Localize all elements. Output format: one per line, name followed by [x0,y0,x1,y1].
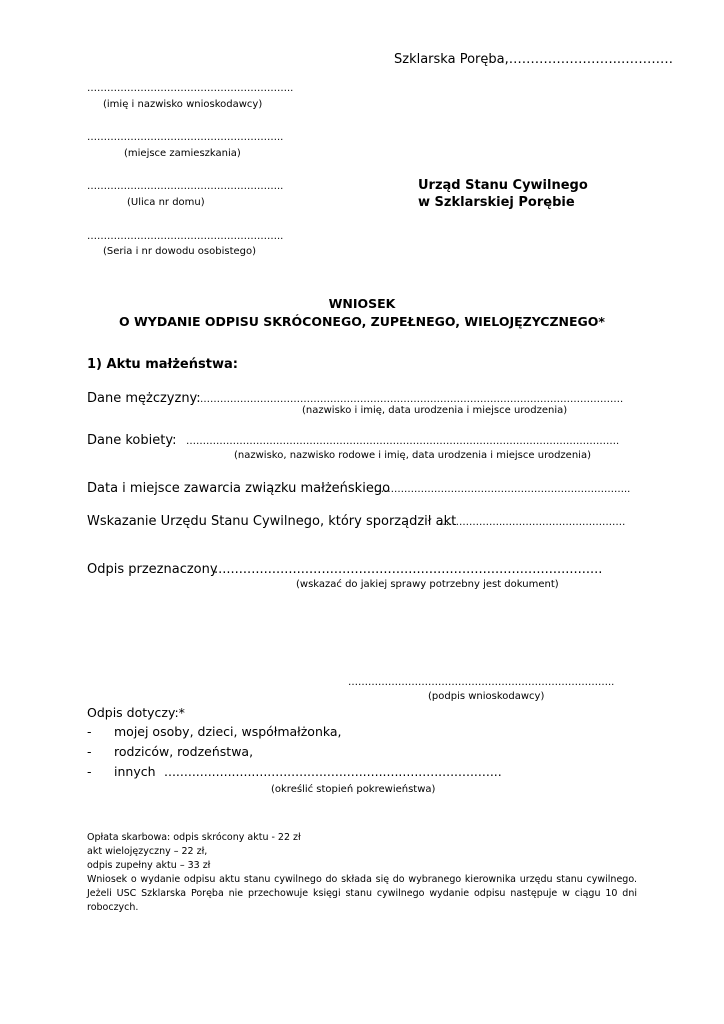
concerns-heading: Odpis dotyczy:* [87,705,185,720]
wife-hint: (nazwisko, nazwisko rodowe i imię, data urodzenia i miejsce urodzenia) [234,450,591,461]
concern-bullet: - [87,744,92,759]
wife-label: Dane kobiety: [87,433,177,448]
marriage-label: Data i miejsce zawarcia związku małżeńskiego [87,481,391,496]
concern-other-hint: (określić stopień pokrewieństwa) [271,784,436,795]
husband-dots: ………………………………………………………………………………………………………………. [200,394,624,405]
street-line: ………………………………………………….. [87,181,284,192]
purpose-label: Odpis przeznaczony [87,562,218,577]
title-line1: WNIOSEK [328,296,396,311]
purpose-hint: (wskazać do jakiej sprawy potrzebny jest dokument) [296,579,559,590]
marriage-dots: ………………………………………………………………….. [374,484,631,495]
fee-line3: odpis zupełny aktu – 33 zł [87,860,211,871]
husband-hint: (nazwisko i imię, data urodzenia i miejsce urodzenia) [302,405,568,416]
office-dots: ………………..……………………………… [439,517,626,528]
concern-bullet: - [87,724,92,739]
fee-line1: Opłata skarbowa: odpis skrócony aktu - 22 zł [87,832,301,843]
applicant-name-line: …………………………………………………….. [87,83,294,94]
title-line2: O WYDANIE ODPISU SKRÓCONEGO, ZUPEŁNEGO, WIELOJĘZYCZNEGO* [119,314,605,329]
footer-note: Wniosek o wydanie odpisu aktu stanu cywilnego do składa się do wybranego kierownika urzędu stanu cywilnego. Jeżeli USC Szklarska Poręba nie przechowuje księgi stanu cywilnego wydanie odpisu następuje w ciągu 10 dni roboczych. [87,874,637,913]
signature-dots: …………………………………………………………………….. [348,677,615,688]
husband-label: Dane mężczyzny: [87,391,201,406]
concern-bullet: - [87,764,92,779]
purpose-dots: .............................................................................................. [214,562,603,577]
recipient-line2: w Szklarskiej Porębie [418,195,575,210]
signature-label: (podpis wnioskodawcy) [428,691,545,702]
residence-line: ………………………………………………….. [87,132,284,143]
concern-item-other: innych [114,764,156,779]
id-label: (Seria i nr dowodu osobistego) [103,246,257,257]
residence-label: (miejsce zamieszkania) [124,148,241,159]
concern-item-parents: rodziców, rodzeństwa, [114,744,254,759]
place-date: Szklarska Poręba,……………………..………… [394,52,673,67]
office-label: Wskazanie Urzędu Stanu Cywilnego, który sporządził akt [87,514,457,529]
concern-item-self: mojej osoby, dzieci, współmałżonka, [114,724,342,739]
street-label: (Ulica nr domu) [127,197,205,208]
applicant-name-label: (imię i nazwisko wnioskodawcy) [103,99,263,110]
fee-line2: akt wielojęzyczny – 22 zł, [87,846,208,857]
concern-other-dots: ..................................................................................... [164,764,502,779]
wife-dots: …………………………………………………………………………………………………………………. [186,436,620,447]
id-line: ………………………………………………….. [87,231,284,242]
section-heading: 1) Aktu małżeństwa: [87,357,238,372]
recipient-line1: Urząd Stanu Cywilnego [418,178,588,193]
